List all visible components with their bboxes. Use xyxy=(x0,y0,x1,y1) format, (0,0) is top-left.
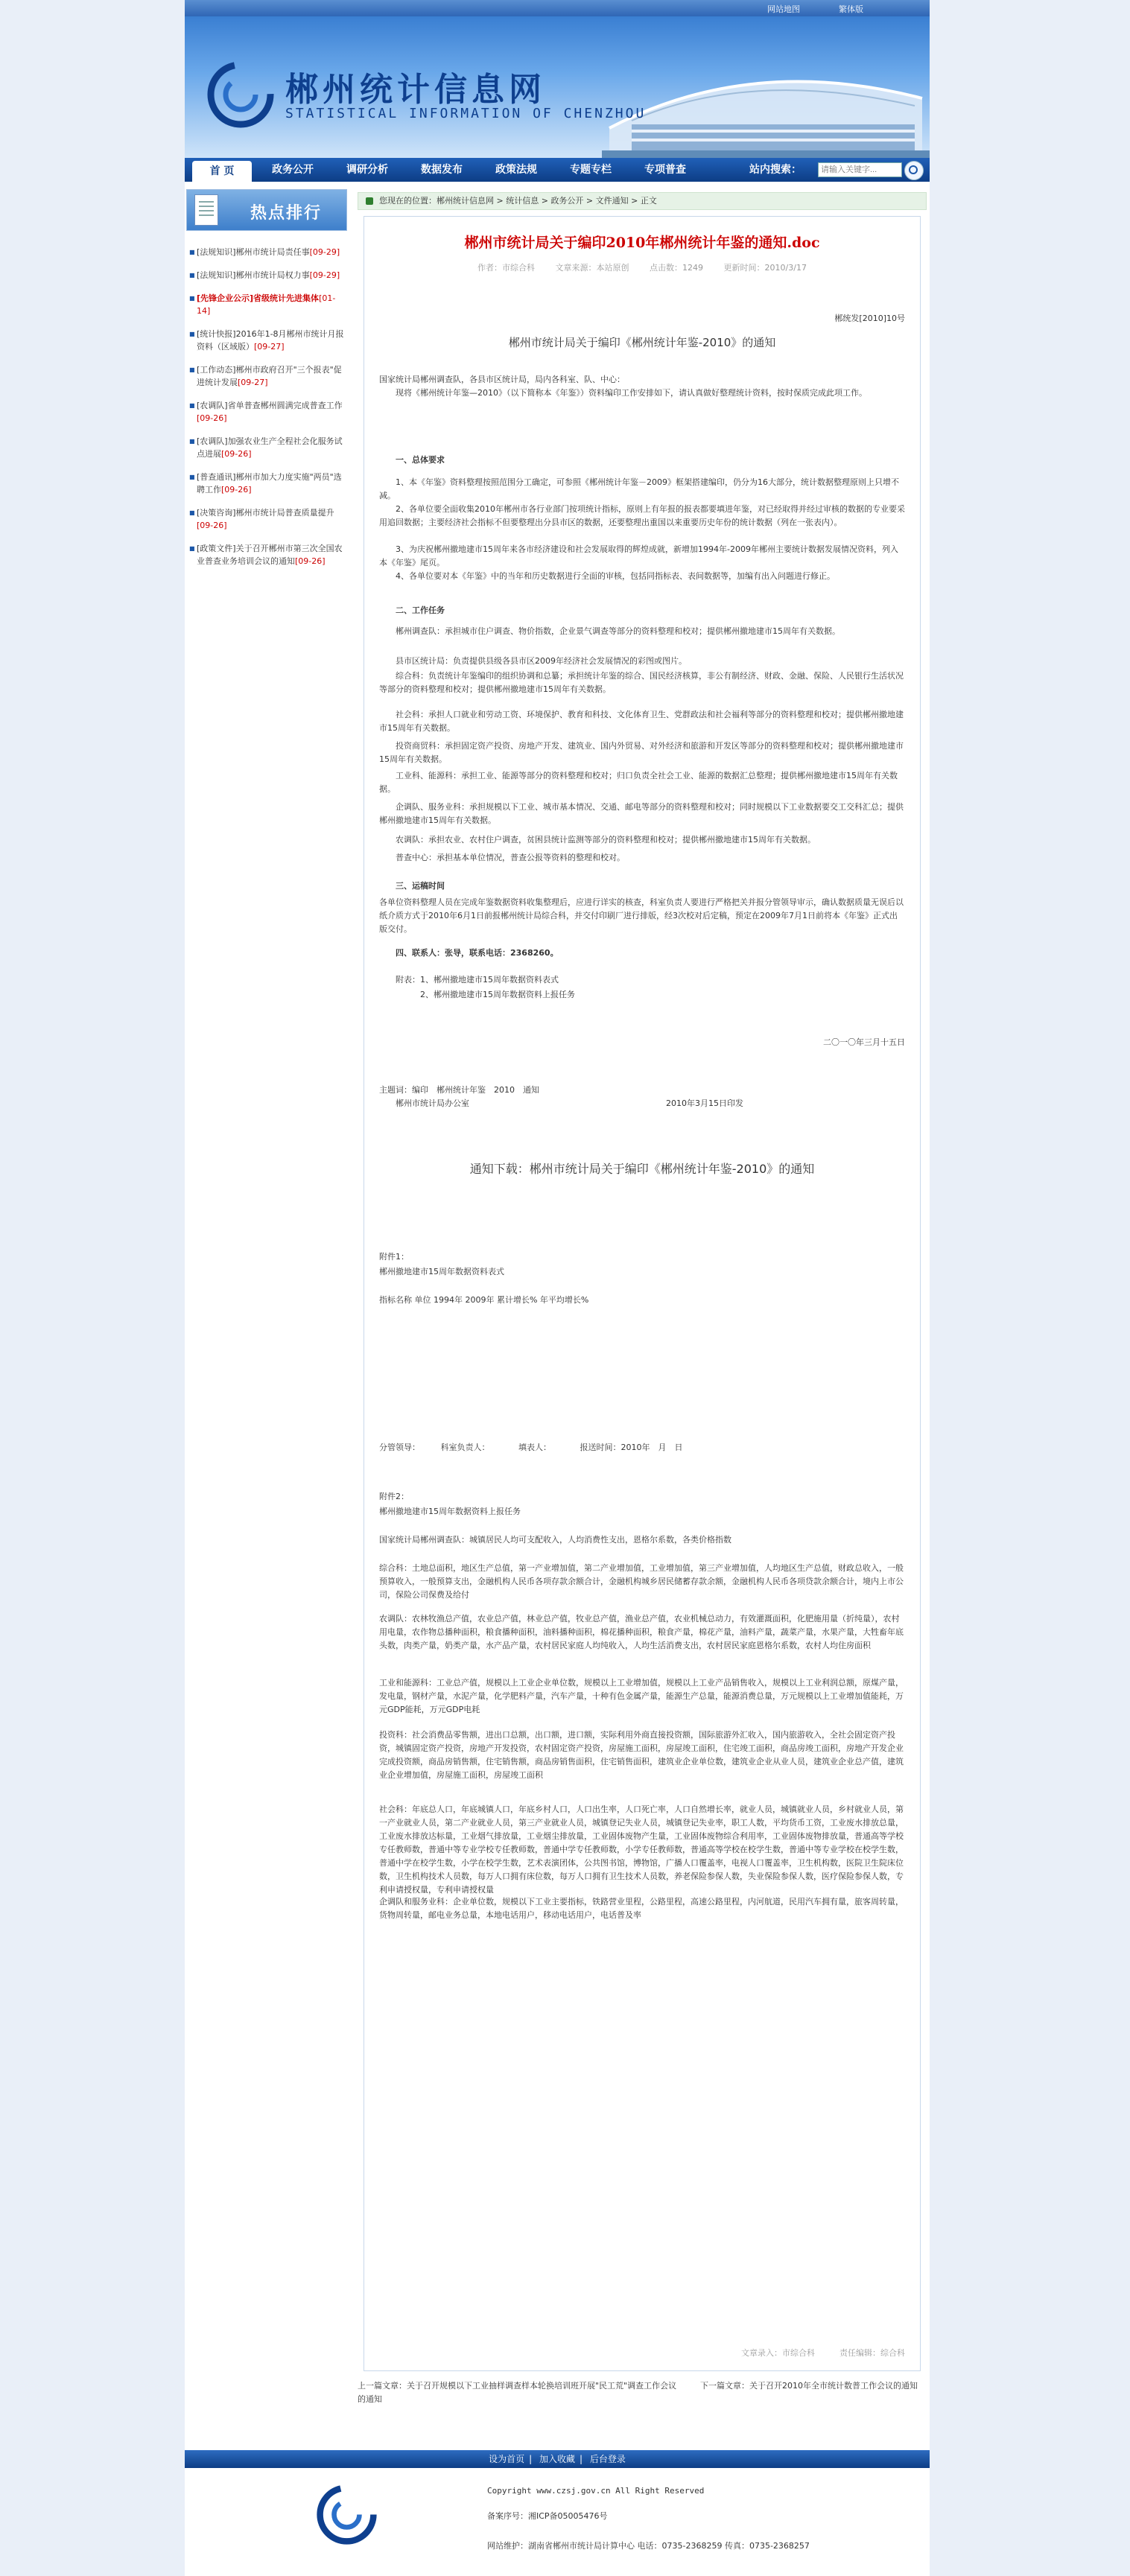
location-icon xyxy=(366,197,373,205)
hot-item-text: [工作动态]郴州市政府召开"三个报表"促进统计发展 xyxy=(197,365,342,387)
copyright: Copyright www.czsj.gov.cn All Right Reserved xyxy=(487,2486,705,2496)
article-paragraph: 一、总体要求 xyxy=(379,455,445,465)
search-input[interactable] xyxy=(818,162,902,177)
article-paragraph: 郴州撤地建市15周年数据资料上报任务 xyxy=(379,1507,521,1516)
hot-item-date: [09-29] xyxy=(309,247,340,257)
hot-list-item[interactable] xyxy=(189,435,344,460)
nav-policy[interactable]: 政策法规 xyxy=(495,164,537,176)
hot-ranking-title: 热点排行 xyxy=(250,204,323,223)
article-paragraph: 3、为庆祝郴州撤地建市15周年来各市经济建设和社会发展取得的辉煌成就，新增加1994年-2009年郴州主要统计数据发展情况资料，列入本《年鉴》尾页。 xyxy=(379,544,898,567)
article-paragraph: 县市区统计局：负责提供县级各县市区2009年经济社会发展情况的彩图或图片。 xyxy=(379,656,687,666)
article-paragraph: 普查中心：承担基本单位情况，普查公报等资料的整理和校对。 xyxy=(379,853,625,862)
article-paragraph: 国家统计局郴州调查队：城镇居民人均可支配收入，人均消费性支出，恩格尔系数，各类价格指数 xyxy=(379,1535,731,1545)
article-footer: 文章录入：市综合科 责任编辑：综合科 xyxy=(741,2348,905,2358)
article-paragraph: 附表：1、郴州撤地建市15周年数据资料表式 xyxy=(379,975,559,985)
article-source: 文章来源：本站原创 xyxy=(555,263,629,273)
breadcrumb-links xyxy=(437,196,657,206)
sidebar xyxy=(186,189,347,578)
hot-list-item[interactable] xyxy=(189,246,344,258)
hot-item-date: [09-27] xyxy=(254,342,285,352)
article-paragraph: 郴州调查队：承担城市住户调查、物价指数，企业景气调查等部分的资料整理和校对；提供郴州撤地建市15周年有关数据。 xyxy=(379,626,840,636)
search-label: 站内搜索： xyxy=(749,164,802,176)
article-paragraph: 工业和能源科：工业总产值，规模以上工业企业单位数，规模以上工业增加值，规模以上工业产品销售收入，规模以上工业利润总额，原煤产量，发电量，钢材产量，水泥产量，化学肥料产量，汽车产量，十种有色金属产量，能源生产总量，能源消费总量，万元规模以上工业增加值能耗，万元GDP能耗，万元GDP电耗 xyxy=(379,1678,904,1714)
nav-research[interactable]: 调研分析 xyxy=(346,164,388,176)
document-icon xyxy=(194,194,218,226)
icp-number: 备案序号：湘ICP备05005476号 xyxy=(487,2511,608,2521)
admin-login-link[interactable]: 后台登录 xyxy=(589,2454,626,2464)
breadcrumb-separator: > xyxy=(539,196,551,206)
article-title[interactable]: 郴州市统计局关于编印2010年郴州统计年鉴的通知.doc xyxy=(464,235,820,251)
hot-item-text: [政策文件]关于召开郴州市第三次全国农业普查业务培训会议的通知 xyxy=(197,544,343,566)
breadcrumb-link[interactable]: 正文 xyxy=(640,196,657,206)
hot-item-date: [09-26] xyxy=(221,485,252,494)
nav-home[interactable]: 首 页 xyxy=(192,161,252,182)
article-paragraph: 工业科、能源科：承担工业、能源等部分的资料整理和校对；归口负责全社会工业、能源的数据汇总整理；提供郴州撤地建市15周年有关数据。 xyxy=(379,771,898,794)
article-meta xyxy=(364,261,920,273)
hot-list-item[interactable] xyxy=(189,328,344,353)
hot-list-item[interactable] xyxy=(189,363,344,389)
breadcrumb-label: 您现在的位置： xyxy=(379,196,437,206)
hot-item-text: [先锋企业公示]省级统计先进集体 xyxy=(197,293,320,303)
hot-list-item[interactable] xyxy=(189,399,344,424)
document-title: 郴州市统计局关于编印《郴州统计年鉴-2010》的通知 xyxy=(508,336,776,349)
breadcrumb-separator: > xyxy=(583,196,596,206)
prev-article-link[interactable]: 上一篇文章：关于召开规模以下工业抽样调查样本轮换培训班开展"民工荒"调查工作会议的通知 xyxy=(358,2381,677,2404)
article-paragraph: 2、郴州撤地建市15周年数据资料上报任务 xyxy=(379,990,575,999)
article-paragraph: 现将《郴州统计年鉴—2010》（以下简称本《年鉴》）资料编印工作安排如下，请认真做好整理统计资料，按时保质完成此项工作。 xyxy=(379,388,867,398)
hot-list-item[interactable] xyxy=(189,292,344,317)
article-paragraph: 国家统计局郴州调查队，各县市区统计局，局内各科室、队、中心： xyxy=(379,375,625,384)
stadium-building-icon xyxy=(602,46,930,158)
page-wrapper xyxy=(185,0,930,2576)
hot-item-text: [普查通讯]郴州市加大力度实施"两员"选聘工作 xyxy=(197,472,342,494)
nav-data-release[interactable]: 数据发布 xyxy=(421,164,463,176)
hot-ranking-header xyxy=(186,189,347,231)
hot-item-date: [09-27] xyxy=(238,378,268,387)
hot-item-text: [农调队]加强农业生产全程社会化服务试点进展 xyxy=(197,436,343,459)
site-name: 郴州统计信息网 xyxy=(285,71,546,109)
article-paragraph: 2、各单位要全面收集2010年郴州市各行业部门按项统计指标，原则上有年报的报表都要填进年鉴，对已经取得并经过审核的数据的专业要采用追回数据；主要经济社会指标不但要整理出分县市区的数据，还要整理出重国以来重要历史年份的统计数据（列在一张表内）。 xyxy=(379,504,905,527)
hot-item-date: [01-14] xyxy=(197,293,336,316)
footer-logo-icon xyxy=(315,2483,378,2546)
traditional-chinese-link[interactable]: 繁体版 xyxy=(839,4,863,14)
article-paragraph: 分管领导： 科室负责人： 填表人： 报送时间：2010年 月 日 xyxy=(379,1443,683,1452)
article-paragraph: 郴州市统计局办公室 2010年3月15日印发 xyxy=(379,1098,743,1108)
hot-item-text: [法规知识]郴州市统计局权力事 xyxy=(197,270,310,280)
article-paragraph: 社会科：年底总人口，年底城镇人口，年底乡村人口，人口出生率，人口死亡率，人口自然增长率，就业人员，城镇就业人员，乡村就业人员，第一产业就业人员，第二产业就业人员，第三产业就业人员，城镇登记失业人员，城镇登记失业率，职工人数，平均货币工资，工业废水排放总量，工业废水排放达标量，工业烟气排放量，工业烟尘排放量，工业固体废物产生量，工业固体废物综合利用率，工业固体废物排放量，普通高等学校专任教师数，普通中等专业学校专任教师数，普通中学专任教师数，小学专任教师数，普通高等学校在校学生数，普通中等专业学校在校学生数，普通中学在校学生数，小学在校学生数，艺术表演团体，公共图书馆，博物馆，广播人口覆盖率，电视人口覆盖率，卫生机构数，医院卫生院床位数，卫生机构技术人员数，每万人口拥有床位数，每万人口拥有卫生技术人员数，养老保险参保人数，失业保险参保人数，医疗保险参保人数，专利申请授权量，专利申请授权量 xyxy=(379,1804,904,1895)
article xyxy=(364,216,921,2371)
breadcrumb-link[interactable]: 文件通知 xyxy=(595,196,629,206)
article-paragraph: 附件2： xyxy=(379,1492,409,1501)
article-hits: 点击数：1249 xyxy=(650,263,704,273)
breadcrumb-separator: > xyxy=(494,196,507,206)
hot-item-date: [09-29] xyxy=(309,270,340,280)
hot-list-item[interactable] xyxy=(189,269,344,282)
hot-item-text: [统计快报]2016年1-8月郴州市统计月报资料（区域版） xyxy=(197,329,344,352)
hot-item-text: [决策咨询]郴州市统计局普查质量提升 xyxy=(197,508,334,518)
article-paragraph: 投资商贸科：承担固定资产投资、房地产开发、建筑业、国内外贸易、对外经济和旅游和开发区等部分的资料整理和校对；提供郴州撤地建市15周年有关数据。 xyxy=(379,741,904,764)
article-paragraph: 1、本《年鉴》资料整理按照范围分工确定，可参照《郴州统计年鉴－2009》框架搭建编印，仍分为16大部分，统计数据整理原则上只增不减。 xyxy=(379,477,899,500)
nav-census[interactable]: 专项普查 xyxy=(644,164,686,176)
article-paragraph: 主题词：编印 郴州统计年鉴 2010 通知 xyxy=(379,1085,539,1095)
search-icon[interactable] xyxy=(904,161,924,180)
article-paragraph: 郴州撤地建市15周年数据资料表式 xyxy=(379,1267,504,1276)
hot-list-item[interactable] xyxy=(189,506,344,532)
article-paragraph: 综合科：负责统计年鉴编印的组织协调和总纂；承担统计年鉴的综合、国民经济核算，非公有制经济、财政、金融、保险、人民银行生活状况等部分的资料整理和校对；提供郴州撤地建市15周年有关数据。 xyxy=(379,671,904,694)
article-paragraph: 四、联系人：张导，联系电话：2368260。 xyxy=(379,948,559,958)
article-paragraph: 指标名称 单位 1994年 2009年 累计增长% 年平均增长% xyxy=(379,1295,589,1305)
article-paragraph: 综合科：土地总面积，地区生产总值，第一产业增加值，第二产业增加值，工业增加值，第三产业增加值，人均地区生产总值，财政总收入，一般预算收入，一般预算支出，金融机构人民币各项存款余额合计，金融机构城乡居民储蓄存款余额，金融机构人民币各项贷款余额合计，境内上市公司，保险公司保费及给付 xyxy=(379,1563,904,1600)
site-logo-icon xyxy=(207,61,274,128)
article-paragraph: 二〇一〇年三月十五日 xyxy=(823,1037,905,1047)
nav-gov-affairs[interactable]: 政务公开 xyxy=(272,164,314,176)
hot-list-item[interactable] xyxy=(189,471,344,496)
article-paragraph: 企调队、服务业科：承担规模以下工业、城市基本情况、交通、邮电等部分的资料整理和校对；同时规模以下工业数据要交工交科汇总；提供郴州撤地建市15周年有关数据。 xyxy=(379,802,904,825)
article-paragraph: 二、工作任务 xyxy=(379,605,445,615)
article-paragraph: 农调队：农林牧渔总产值，农业总产值，林业总产值，牧业总产值，渔业总产值，农业机械总动力，有效灌溉面积，化肥施用量（折纯量），农村用电量，农作物总播种面积，粮食播种面积，油料播种面积，棉花播种面积，粮食产量，棉花产量，油料产量，蔬菜产量，水果产量，大牲畜年底头数，肉类产量，奶类产量，水产品产量，农村居民家庭人均纯收入，人均生活消费支出，农村居民家庭恩格尔系数，农村人均住房面积 xyxy=(379,1614,904,1650)
breadcrumb-link[interactable]: 统计信息 xyxy=(506,196,539,206)
hot-item-text: [农调队]省单普查郴州圆满完成普查工作 xyxy=(197,401,343,410)
article-paragraph: 社会科：承担人口就业和劳动工资、环境保护、教育和科技、文化体育卫生、党群政法和社会福利等部分的资料整理和校对；提供郴州撤地建市15周年有关数据。 xyxy=(379,710,904,733)
hot-item-date: [09-26] xyxy=(197,413,227,423)
article-paragraph: 各单位资料整理人员在完成年鉴数据资料收集整理后，应进行详实的核查，科室负责人要进行严格把关并报分管领导审示，确认数据质量无误后以纸介质方式于2010年6月1日前报郴州统计局综合科，并交付印刷厂进行排版，经3次校对后定稿，预定在2009年7月1日前将本《年鉴》正式出版交付。 xyxy=(379,897,904,934)
hot-item-text: [法规知识]郴州市统计局责任事 xyxy=(197,247,310,257)
hot-list-item[interactable] xyxy=(189,542,344,567)
article-paragraph: 投资科：社会消费品零售额，进出口总额，出口额，进口额，实际利用外商直接投资额，国际旅游外汇收入，国内旅游收入，全社会固定资产投资，城镇固定资产投资，房地产开发投资，农村固定资产投资，房屋施工面积，房屋竣工面积，住宅竣工面积，商品房竣工面积，房地产开发企业完成投资额，商品房销售额，住宅销售额，商品房销售面积，住宅销售面积，建筑业企业单位数，建筑业企业从业人员，建筑业企业总产值，建筑业企业增加值，房屋施工面积，房屋竣工面积 xyxy=(379,1730,904,1780)
top-strip xyxy=(185,0,930,16)
set-homepage-link[interactable]: 设为首页 xyxy=(489,2454,525,2464)
article-paragraph[interactable]: 通知下载：郴州市统计局关于编印《郴州统计年鉴-2010》的通知 xyxy=(469,1162,815,1176)
article-paragraph: 农调队：承担农业、农村住户调查，贫困县统计监测等部分的资料整理和校对；提供郴州撤地建市15周年有关数据。 xyxy=(379,835,816,845)
next-article-link[interactable]: 下一篇文章：关于召开2010年全市统计数普工作会议的通知 xyxy=(700,2381,918,2391)
article-paragraph: 三、运稿时间 xyxy=(379,881,445,891)
article-author: 作者：市综合科 xyxy=(477,263,536,273)
breadcrumb-separator: > xyxy=(628,196,641,206)
hot-item-date: [09-26] xyxy=(197,521,227,530)
banner xyxy=(185,16,930,158)
document-number: 郴统发[2010]10号 xyxy=(834,314,905,323)
breadcrumb-link[interactable]: 政务公开 xyxy=(550,196,584,206)
nav-special-topics[interactable]: 专题专栏 xyxy=(570,164,612,176)
maintainer: 网站维护：湖南省郴州市统计局计算中心 电话：0735-2368259 传真：0735-2368257 xyxy=(487,2541,810,2551)
sitemap-link[interactable]: 网站地图 xyxy=(767,4,800,14)
article-updated: 更新时间：2010/3/17 xyxy=(723,263,807,273)
article-paragraph: 附件1： xyxy=(379,1252,409,1262)
breadcrumb-link[interactable]: 郴州统计信息网 xyxy=(437,196,494,206)
hot-item-date: [09-26] xyxy=(221,449,252,459)
site-name-english: STATISTICAL INFORMATION OF CHENZHOU xyxy=(285,106,647,121)
footer-bar: 设为首页 | 加入收藏 | 后台登录 xyxy=(185,2450,930,2468)
main-nav xyxy=(185,158,930,182)
breadcrumb xyxy=(358,192,927,210)
article-paragraph: 企调队和服务业科：企业单位数，规模以下工业主要指标，铁路营业里程，公路里程，高速公路里程，内河航道，民用汽车拥有量，旅客周转量，货物周转量，邮电业务总量，本地电话用户，移动电话用户，电话普及率 xyxy=(379,1897,904,1920)
article-paragraph: 4、各单位要对本《年鉴》中的当年和历史数据进行全面的审核，包括同指标表、表间数据等，加编有出入问题进行修正。 xyxy=(379,571,835,581)
add-favorite-link[interactable]: 加入收藏 xyxy=(539,2454,575,2464)
hot-item-date: [09-26] xyxy=(295,556,326,566)
hot-list xyxy=(186,246,347,567)
